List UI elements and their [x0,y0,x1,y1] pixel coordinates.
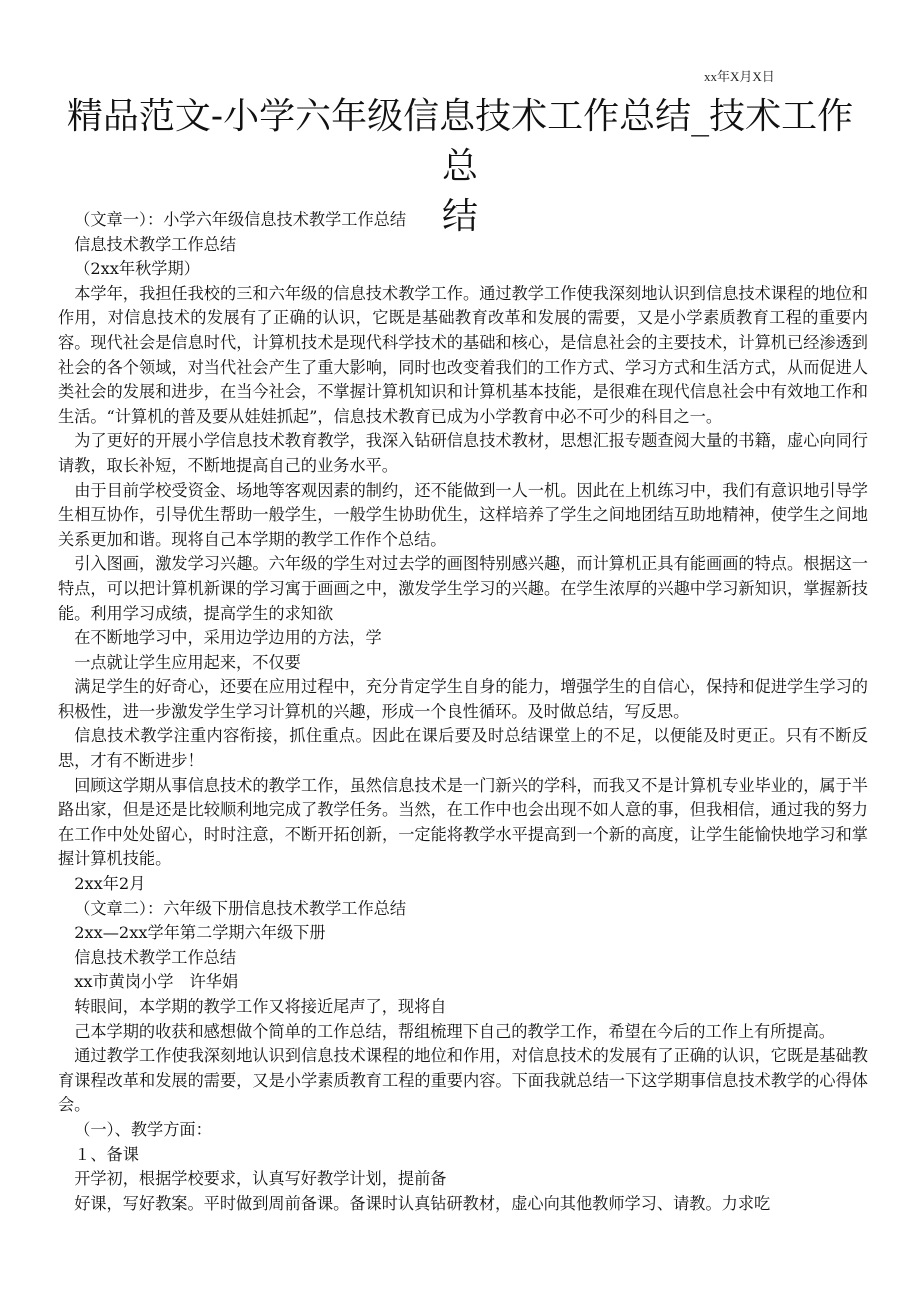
paragraph: 己本学期的收获和感想做个简单的工作总结，帮组梳理下自己的教学工作，希望在今后的工作上有所提高。 [74,1021,835,1041]
paragraph: １、备课 [74,1144,139,1164]
document-date: xx年X月X日 [704,69,775,84]
paragraph: 转眼间，本学期的教学工作又将接近尾声了，现将自 [74,997,447,1016]
paragraph: 在不断地学习中，采用边学边用的方法，学 [74,628,382,648]
paragraph: 信息技术教学注重内容衔接，抓住重点。因此在课后要及时总结课堂上的不足，以便能及时更正。只有不断反思，才有不断进步！ [58,726,868,771]
paragraph: 为了更好的开展小学信息技术教育教学，我深入钻研信息技术教材，思想汇报专题查阅大量的书籍，虚心向同行请教，取长补短，不断地提高自己的业务水平。 [58,431,868,475]
paragraph: 开学初，根据学校要求，认真写好教学计划，提前备 [74,1169,447,1189]
paragraph: 由于目前学校受资金、场地等客观因素的制约，还不能做到一人一机。因此在上机练习中，我们有意识地引导学生相互协作，引导优生帮助一般学生，一般学生协助优生，这样培养了学生之间地团结互助地精神，使学生之间地关系更加和谐。现将自己本学期的教学工作作个总结。 [58,480,868,549]
paragraph: 信息技术教学工作总结 [74,947,237,967]
paragraph: 回顾这学期从事信息技术的教学工作，虽然信息技术是一门新兴的学科，而我又不是计算机专业毕业的，属于半路出家，但是还是比较顺利地完成了教学任务。当然，在工作中也会出现不如人意的事，但我相信，通过我的努力在工作中处处留心，时时注意，不断开拓创新，一定能将教学水平提高到一个新的高度，让学生能愉快地学习和掌握计算机技能。 [58,775,868,869]
paragraph: xx市黄岗小学 许华娟 [74,972,239,992]
paragraph: 本学年，我担任我校的三和六年级的信息技术教学工作。通过教学工作使我深刻地认识到信息技术课程的地位和作用，对信息技术的发展有了正确的认识，它既是基础教育改革和发展的需要，又是小学素质教育工程的重要内容。现代社会是信息时代，计算机技术是现代科学技术的基础和核心，是信息社会的主要技术，计算机已经渗透到社会的各个领域，对当代社会产生了重大影响，同时也改变着我们的工作方式、学习方式和生活方式，从而促进人类社会的发展和进步，在当今社会，不掌握计算机知识和计算机基本技能，是很难在现代信息社会中有效地工作和生活。“计算机的普及要从娃娃抓起”，信息技术教育已成为小学教育中必不可少的科目之一。 [58,283,868,426]
title-line-1: 精品范文-小学六年级信息技术工作总结_技术工作总 [66,96,854,187]
paragraph: （一）、教学方面： [74,1119,212,1139]
paragraph: （文章一）：小学六年级信息技术教学工作总结 [74,210,407,229]
paragraph: 2xx年2月 [74,874,146,894]
paragraph: 2xx—2xx学年第二学期六年级下册 [74,923,326,943]
paragraph: 满足学生的好奇心，还要在应用过程中，充分肯定学生自身的能力，增强学生的自信心，保持和促进学生学习的积极性，进一步激发学生学习计算机的兴趣，形成一个良性循环。及时做总结，写反思。 [58,677,868,721]
paragraph: 一点就让学生应用起来，不仅要 [74,652,301,672]
paragraph: （文章二）：六年级下册信息技术教学工作总结 [74,898,407,918]
document-body [58,208,868,1216]
paragraph: 好课，写好教案。平时做到周前备课。备课时认真钻研教材，虚心向其他教师学习、请教。力求吃 [74,1193,771,1213]
paragraph: 引入图画，激发学习兴趣。六年级的学生对过去学的画图特别感兴趣，而计算机正具有能画画的特点。根据这一特点，可以把计算机新课的学习寓于画画之中，激发学生学习的兴趣。在学生浓厚的兴趣中学习新知识，掌握新技能。利用学习成绩，提高学生的求知欲 [58,554,868,623]
paragraph: 通过教学工作使我深刻地认识到信息技术课程的地位和作用，对信息技术的发展有了正确的认识，它既是基础教育课程改革和发展的需要，又是小学素质教育工程的重要内容。下面我就总结一下这学期事信息技术教学的心得体会。 [58,1046,868,1115]
paragraph: 信息技术教学工作总结 [74,234,237,254]
paragraph: （2xx年秋学期） [74,259,200,279]
title-line-2: 结 [441,196,478,237]
